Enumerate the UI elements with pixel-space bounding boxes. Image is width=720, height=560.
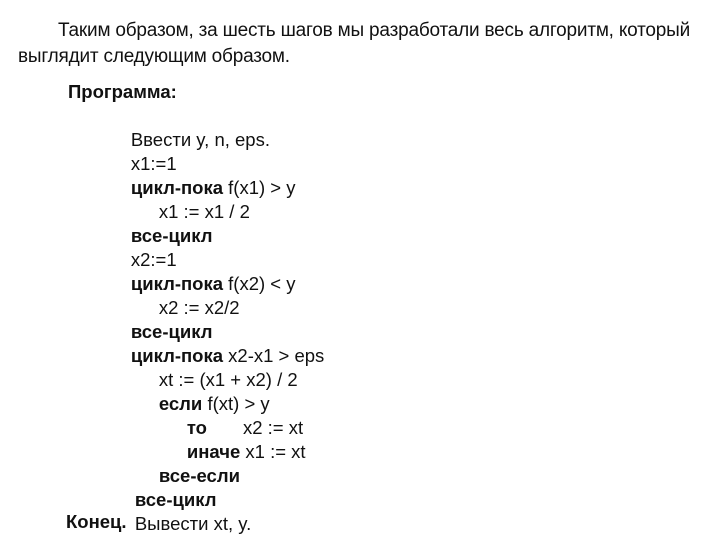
code-line <box>100 320 325 366</box>
code-text: x2:=1 <box>130 249 177 270</box>
code-keyword: все-цикл <box>134 489 217 510</box>
program-header: Программа: <box>68 81 177 102</box>
code-text: x2-x1 > eps <box>223 345 325 366</box>
code-line <box>100 128 177 174</box>
code-text: Вывести xt, y. <box>134 513 252 534</box>
code-line <box>128 368 270 414</box>
code-keyword: все-цикл <box>130 321 213 342</box>
code-text: x1:=1 <box>130 153 177 174</box>
code-text: x2 := x2/2 <box>158 297 240 318</box>
intro-line-1: Таким образом, за шесть шагов мы разработали весь алгоритм, который <box>58 20 691 41</box>
code-text: f(xt) > y <box>202 393 270 414</box>
code-keyword: цикл-пока <box>130 177 224 198</box>
code-line <box>100 104 270 150</box>
program-listing <box>0 80 720 540</box>
code-line <box>100 200 213 246</box>
code-line <box>104 488 252 534</box>
intro-line-2: выглядит следующим образом. <box>18 46 290 67</box>
code-keyword: все-цикл <box>130 225 213 246</box>
code-keyword: если <box>158 393 203 414</box>
code-keyword: цикл-пока <box>130 345 224 366</box>
code-text: f(x2) < y <box>223 273 296 294</box>
code-line <box>104 464 217 510</box>
code-line <box>156 416 306 462</box>
code-text: xt := (x1 + x2) / 2 <box>158 369 298 390</box>
code-text: x1 := xt <box>240 441 306 462</box>
code-line <box>128 272 240 318</box>
intro-paragraph <box>18 18 708 70</box>
code-keyword: иначе <box>186 441 241 462</box>
code-text: Ввести y, n, eps. <box>130 129 270 150</box>
code-text: x2 := xt <box>206 417 304 438</box>
code-line <box>128 440 240 486</box>
code-line <box>100 224 177 270</box>
code-line <box>100 248 296 294</box>
code-line <box>128 176 250 222</box>
code-text: f(x1) > y <box>223 177 296 198</box>
code-text: x1 := x1 / 2 <box>158 201 250 222</box>
program-footer: Конец. <box>66 511 127 532</box>
code-line <box>100 296 213 342</box>
code-keyword: цикл-пока <box>130 273 224 294</box>
code-keyword: все-если <box>158 465 240 486</box>
code-keyword: то <box>186 417 207 438</box>
code-line <box>100 152 296 198</box>
code-line <box>128 344 298 390</box>
code-line <box>156 392 304 438</box>
